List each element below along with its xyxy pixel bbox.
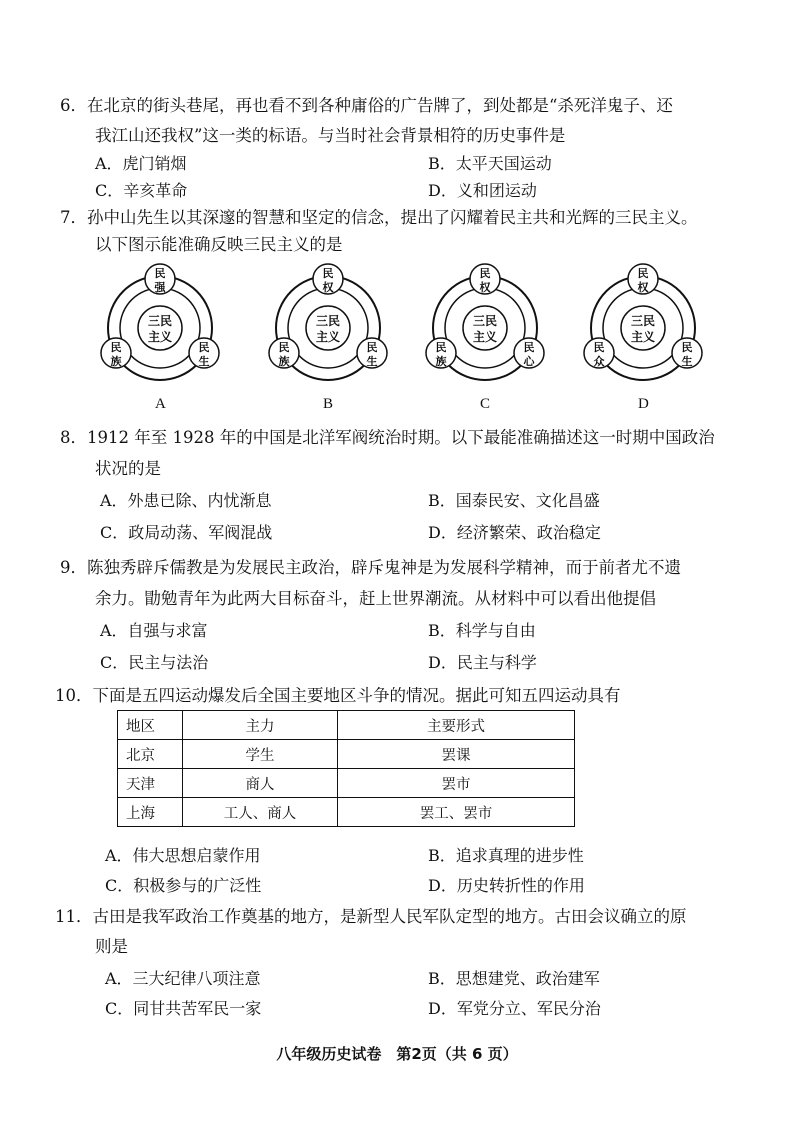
table-cell: 学生 bbox=[183, 740, 338, 769]
table-cell: 罢课 bbox=[338, 740, 575, 769]
satellite-text-left: 族 bbox=[110, 355, 122, 368]
table-row bbox=[118, 740, 575, 769]
satellite-text-right: 生 bbox=[366, 355, 378, 368]
table-cell: 天津 bbox=[118, 769, 183, 798]
q8-option-b: B．国泰民安、文化昌盛 bbox=[428, 491, 600, 510]
table-cell: 商人 bbox=[183, 769, 338, 798]
table-cell: 罢工、罢市 bbox=[338, 798, 575, 827]
satellite-text-left: 众 bbox=[593, 355, 605, 368]
q10-struggle-table bbox=[117, 710, 575, 827]
diagram-label-b: B bbox=[323, 396, 334, 412]
q6-stem-line2: 我江山还我权”这一类的标语。与当时社会背景相符的历史事件是 bbox=[95, 126, 566, 145]
table-cell: 罢市 bbox=[338, 769, 575, 798]
q9-option-d: D．民主与科学 bbox=[428, 653, 537, 672]
q6-option-d: D．义和团运动 bbox=[428, 181, 537, 200]
q10-option-c: C．积极参与的广泛性 bbox=[105, 876, 262, 895]
q8-option-d: D．经济繁荣、政治稳定 bbox=[428, 523, 601, 542]
table-cell: 北京 bbox=[118, 740, 183, 769]
satellite-text-right: 民 bbox=[681, 341, 693, 354]
diagram-label-a: A bbox=[155, 396, 166, 412]
satellite-text-left: 民 bbox=[593, 341, 605, 354]
q9-option-b: B．科学与自由 bbox=[428, 621, 536, 640]
q10-option-a: A．伟大思想启蒙作用 bbox=[105, 846, 261, 865]
center-text: 三民 bbox=[630, 314, 656, 328]
center-text: 主义 bbox=[472, 330, 498, 344]
q11-option-a: A．三大纪律八项注意 bbox=[105, 969, 261, 988]
satellite-text-left: 民 bbox=[110, 341, 122, 354]
q8-option-c: C．政局动荡、军阀混战 bbox=[100, 523, 273, 542]
satellite-text-right: 民 bbox=[366, 341, 378, 354]
satellite-text-top: 民 bbox=[637, 267, 649, 280]
q9-stem-line2: 余力。勖勉青年为此两大目标奋斗，赶上世界潮流。从材料中可以看出他提倡 bbox=[95, 589, 656, 608]
satellite-text-top: 权 bbox=[322, 281, 334, 294]
satellite-text-right: 民 bbox=[198, 341, 210, 354]
satellite-text-top: 权 bbox=[637, 281, 649, 294]
diagram-label-d: D bbox=[638, 396, 649, 412]
diagram-svg bbox=[100, 265, 220, 395]
q10-option-b: B．追求真理的进步性 bbox=[428, 846, 584, 865]
table-row bbox=[118, 769, 575, 798]
satellite-text-right: 生 bbox=[681, 355, 693, 368]
diagram-label-c: C bbox=[480, 396, 491, 412]
table-cell: 上海 bbox=[118, 798, 183, 827]
satellite-text-left: 族 bbox=[435, 355, 447, 368]
q7-diagram-a bbox=[100, 265, 220, 415]
satellite-text-right: 生 bbox=[198, 355, 210, 368]
center-text: 三民 bbox=[472, 314, 498, 328]
q11-option-c: C．同甘共苦军民一家 bbox=[105, 999, 262, 1018]
q11-option-d: D．军党分立、军民分治 bbox=[428, 999, 601, 1018]
q7-diagram-c bbox=[425, 265, 545, 415]
diagram-svg bbox=[268, 265, 388, 395]
q11-stem-line1: 11．古田是我军政治工作奠基的地方，是新型人民军队定型的地方。古田会议确立的原 bbox=[55, 907, 687, 926]
page-footer: 八年级历史试卷 第2页（共 6 页） bbox=[276, 1045, 518, 1063]
satellite-text-top: 民 bbox=[322, 267, 334, 280]
satellite-text-left: 民 bbox=[278, 341, 290, 354]
diagram-svg bbox=[583, 265, 703, 395]
satellite-text-top: 权 bbox=[479, 281, 491, 294]
satellite-text-top: 民 bbox=[154, 267, 166, 280]
q6-option-b: B．太平天国运动 bbox=[428, 154, 552, 173]
table-cell: 工人、商人 bbox=[183, 798, 338, 827]
diagram-svg bbox=[425, 265, 545, 395]
q9-stem-line1: 9．陈独秀辟斥儒教是为发展民主政治，辟斥鬼神是为发展科学精神，而于前者尤不遗 bbox=[60, 558, 681, 577]
satellite-text-top: 民 bbox=[479, 267, 491, 280]
q6-option-c: C．辛亥革命 bbox=[95, 181, 188, 200]
satellite-text-left: 族 bbox=[278, 355, 290, 368]
satellite-text-top: 强 bbox=[154, 281, 166, 294]
q8-option-a: A．外患已除、内忧渐息 bbox=[100, 491, 272, 510]
q6-option-a: A．虎门销烟 bbox=[95, 154, 187, 173]
table-header-cell: 主力 bbox=[183, 711, 338, 740]
center-text: 三民 bbox=[147, 314, 173, 328]
q9-option-a: A．自强与求富 bbox=[100, 621, 208, 640]
q7-stem-line1: 7．孙中山先生以其深邃的智慧和坚定的信念，提出了闪耀着民主共和光辉的三民主义。 bbox=[60, 208, 698, 227]
q7-diagram-d bbox=[583, 265, 703, 415]
center-text: 主义 bbox=[147, 330, 173, 344]
center-text: 主义 bbox=[630, 330, 656, 344]
q11-option-b: B．思想建党、政治建军 bbox=[428, 969, 600, 988]
q9-option-c: C．民主与法治 bbox=[100, 653, 209, 672]
table-row bbox=[118, 798, 575, 827]
q8-stem-line2: 状况的是 bbox=[95, 459, 161, 478]
q10-option-d: D．历史转折性的作用 bbox=[428, 876, 585, 895]
center-text: 主义 bbox=[315, 330, 341, 344]
q11-stem-line2: 则是 bbox=[95, 937, 128, 956]
satellite-text-right: 心 bbox=[523, 355, 535, 368]
table-header-cell: 地区 bbox=[118, 711, 183, 740]
q10-stem-line1: 10．下面是五四运动爆发后全国主要地区斗争的情况。据此可知五四运动具有 bbox=[55, 686, 621, 705]
q7-diagram-b bbox=[268, 265, 388, 415]
center-text: 三民 bbox=[315, 314, 341, 328]
satellite-text-left: 民 bbox=[435, 341, 447, 354]
q8-stem-line1: 8．1912 年至 1928 年的中国是北洋军阀统治时期。以下最能准确描述这一时期中国政治 bbox=[60, 428, 715, 447]
q6-stem-line1: 6．在北京的街头巷尾，再也看不到各种庸俗的广告牌了，到处都是“杀死洋鬼子、还 bbox=[60, 96, 673, 115]
table-header-cell: 主要形式 bbox=[338, 711, 575, 740]
q7-stem-line2: 以下图示能准确反映三民主义的是 bbox=[95, 235, 343, 254]
table-header-row bbox=[118, 711, 575, 740]
satellite-text-right: 民 bbox=[523, 341, 535, 354]
